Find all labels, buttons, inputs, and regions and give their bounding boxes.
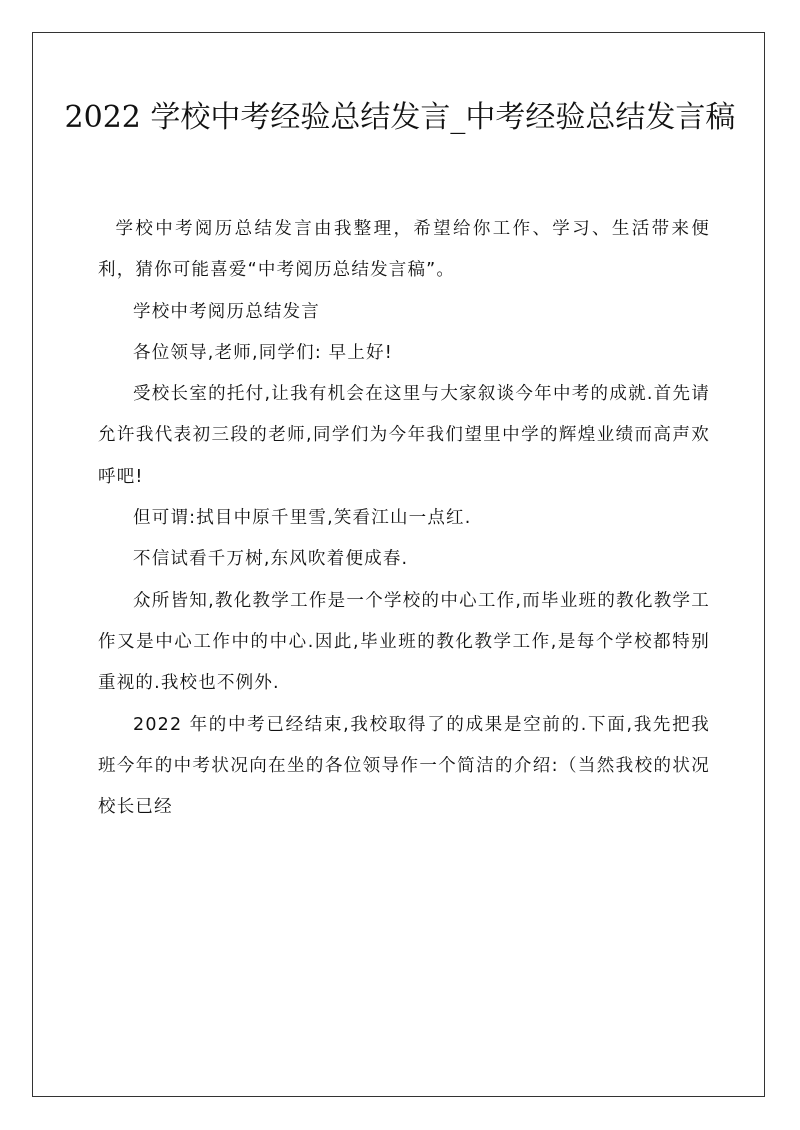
body-paragraph: 2022 年的中考已经结束,我校取得了的成果是空前的.下面,我先把我班今年的中考状况向在坐的各位领导作一个简洁的介绍:（当然我校的状况校长已经	[98, 714, 710, 818]
document-body	[98, 209, 710, 828]
poem-line: 不信试看千万树,东风吹着便成春.	[133, 549, 409, 570]
body-paragraph: 受校长室的托付,让我有机会在这里与大家叙谈今年中考的成就.首先请允许我代表初三段的老师,同学们为今年我们望里中学的辉煌业绩而高声欢呼吧!	[98, 384, 710, 487]
document-title: 2022 学校中考经验总结发言_中考经验总结发言稿	[64, 100, 736, 135]
intro-paragraph: 学校中考阅历总结发言由我整理，希望给你工作、学习、生活带来便利，猜你可能喜爱“中考阅历总结发言稿”。	[98, 219, 710, 281]
poem-line: 但可谓:拭目中原千里雪,笑看江山一点红.	[133, 508, 472, 529]
section-heading: 学校中考阅历总结发言	[133, 301, 320, 322]
body-paragraph: 众所皆知,教化教学工作是一个学校的中心工作,而毕业班的教化教学工作又是中心工作中的中心.因此,毕业班的教化教学工作,是每个学校都特别重视的.我校也不例外.	[98, 590, 710, 694]
greeting-paragraph: 各位领导,老师,同学们: 早上好!	[133, 342, 393, 363]
